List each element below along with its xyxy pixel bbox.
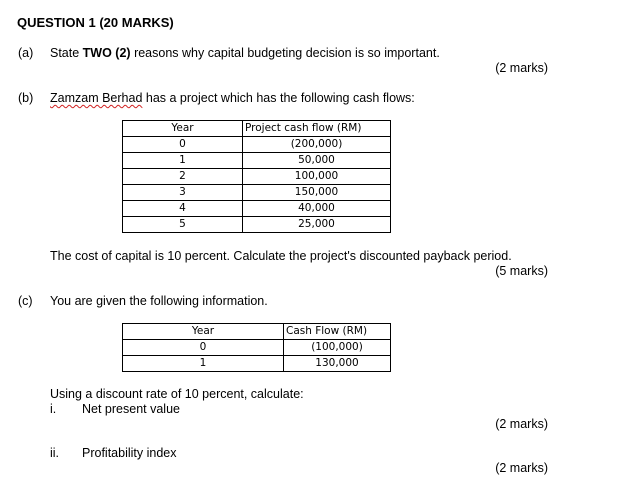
part-c-instruction: Using a discount rate of 10 percent, calculate:: [50, 387, 304, 401]
table-row: [123, 356, 391, 372]
cash-flow-table-b: [122, 120, 391, 233]
year-cell: 1: [123, 356, 284, 372]
part-b-marks: (5 marks): [495, 264, 548, 278]
cash-flow-cell: 130,000: [284, 356, 391, 372]
part-a-marks: (2 marks): [495, 61, 548, 75]
table-row: [123, 340, 391, 356]
cash-flow-cell: (200,000): [243, 137, 391, 153]
part-b-text: [50, 91, 415, 106]
item-i-marks: (2 marks): [495, 417, 548, 431]
item-i-text: Net present value: [82, 402, 180, 416]
table-row: [123, 153, 391, 169]
year-cell: 3: [123, 185, 243, 201]
item-ii-text: Profitability index: [82, 446, 177, 460]
year-cell: 5: [123, 217, 243, 233]
year-cell: 0: [123, 137, 243, 153]
table-header-year: Year: [123, 121, 243, 137]
part-a-text-post: reasons why capital budgeting decision is so important.: [130, 46, 440, 60]
year-cell: 2: [123, 169, 243, 185]
table-header-row: [123, 121, 391, 137]
cash-flow-table-c: [122, 323, 391, 372]
table-header-cash-flow: Project cash flow (RM): [243, 121, 391, 137]
cash-flow-cell: 50,000: [243, 153, 391, 169]
table-header-row: [123, 324, 391, 340]
cash-flow-cell: (100,000): [284, 340, 391, 356]
table-row: [123, 169, 391, 185]
year-cell: 4: [123, 201, 243, 217]
part-c-label: (c): [18, 294, 33, 308]
part-a-label: (a): [18, 46, 34, 60]
cash-flow-cell: 100,000: [243, 169, 391, 185]
part-b-instruction: The cost of capital is 10 percent. Calculate the project's discounted payback period.: [50, 249, 512, 263]
item-i-number: i.: [50, 402, 57, 416]
question-title: QUESTION 1 (20 MARKS): [17, 15, 174, 30]
year-cell: 1: [123, 153, 243, 169]
company-name: Zamzam Berhad: [50, 91, 143, 105]
cash-flow-cell: 25,000: [243, 217, 391, 233]
part-a-text-bold: TWO (2): [82, 46, 131, 60]
part-a-text: [50, 46, 440, 61]
table-row: [123, 201, 391, 217]
table-row: [123, 217, 391, 233]
table-header-year: Year: [123, 324, 284, 340]
part-b-label: (b): [18, 91, 34, 105]
table-header-cash-flow: Cash Flow (RM): [284, 324, 391, 340]
year-cell: 0: [123, 340, 284, 356]
part-c-text: You are given the following information.: [50, 294, 268, 308]
cash-flow-cell: 40,000: [243, 201, 391, 217]
part-a-text-pre: State: [50, 46, 83, 60]
table-row: [123, 137, 391, 153]
item-ii-number: ii.: [50, 446, 60, 460]
item-ii-marks: (2 marks): [495, 461, 548, 475]
table-row: [123, 185, 391, 201]
part-b-text-post: has a project which has the following cash flows:: [142, 91, 415, 105]
cash-flow-cell: 150,000: [243, 185, 391, 201]
